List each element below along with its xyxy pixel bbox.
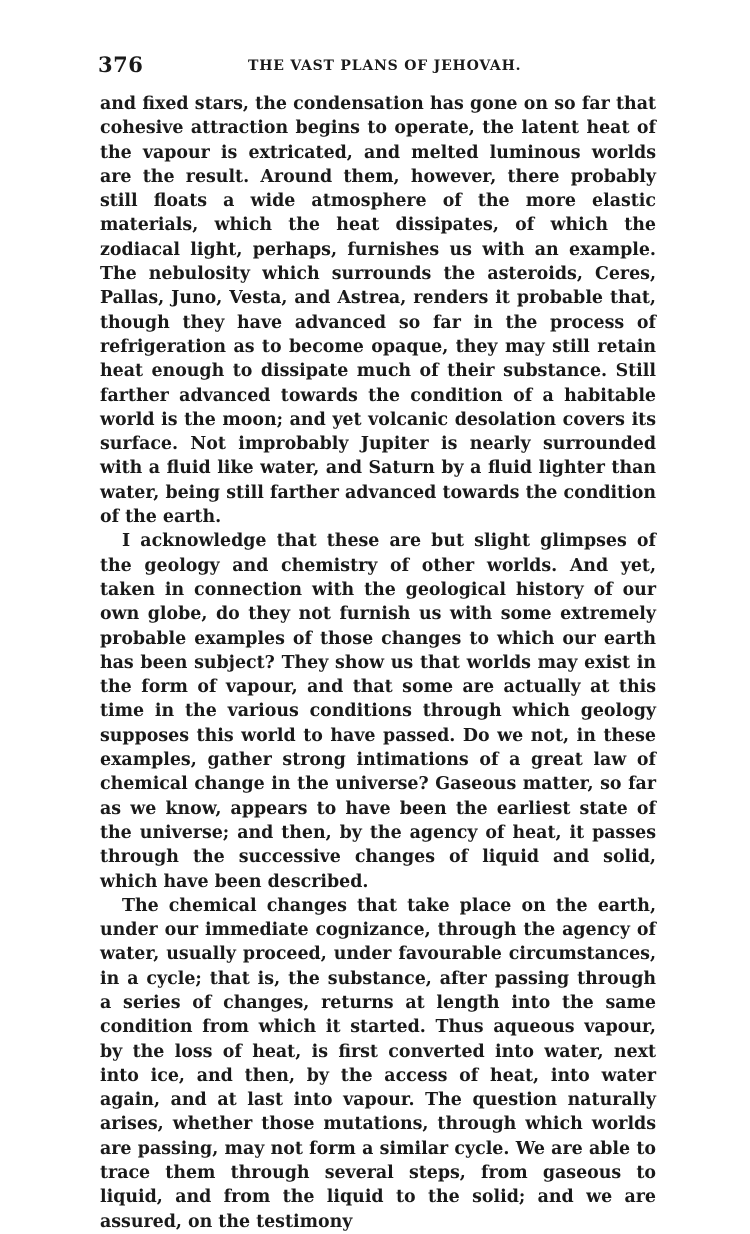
paragraph: The chemical changes that take place on the earth, under our immediate cognizance, through the agency of water, usually proceed, under favourable circumstances, in a cycle; that is, the substance, after passing through a series of changes, returns at length into the same condition from which it started. Thus aqueous vapour, by the loss of heat, is first converted into water, next into ice, and then, by the access of heat, into water again, and at last into vapour. The question naturally arises, whether those mutations, through which worlds are passing, may not form a similar cycle. We are able to trace them through several steps, from gaseous to liquid, and from the liquid to the solid; and we are assured, on the testimony xyxy=(100,895,656,1232)
running-head: THE VAST PLANS OF JEHOVAH. xyxy=(248,58,522,74)
page-header xyxy=(98,52,658,82)
paragraph-continued: and fixed stars, the condensation has gone on so far that cohesive attraction begins to operate, the latent heat of the vapour is extricated, and melted luminous worlds are the result. Around them, however, there probably still floats a wide atmosphere of the more elastic materials, which the heat dissipates, of which the zodiacal light, perhaps, furnishes us with an example. The nebulosity which surrounds the asteroids, Ceres, Pallas, Juno, Vesta, and Astrea, renders it probable that, though they have advanced so far in the process of refrigeration as to become opaque, they may still retain heat enough to dissipate much of their substance. Still farther advanced towards the condition of a habitable world is the moon; and yet volcanic desolation covers its surface. Not improbably Jupiter is nearly surrounded with a fluid like water, and Saturn by a fluid lighter than water, being still farther advanced towards the condition of the earth. xyxy=(100,94,656,528)
page-number: 376 xyxy=(98,52,144,77)
paragraph: I acknowledge that these are but slight glimpses of the geology and chemistry of other worlds. And yet, taken in connection with the geological history of our own globe, do they not furnish us with some extremely probable examples of those changes to which our earth has been subject? They show us that worlds may exist in the form of vapour, and that some are actually at this time in the various conditions through which geology supposes this world to have passed. Do we not, in these examples, gather strong intimations of a great law of chemical change in the universe? Gaseous matter, so far as we know, appears to have been the earliest state of the universe; and then, by the agency of heat, it passes through the successive changes of liquid and solid, which have been described. xyxy=(100,531,656,892)
body-text xyxy=(100,92,656,1234)
